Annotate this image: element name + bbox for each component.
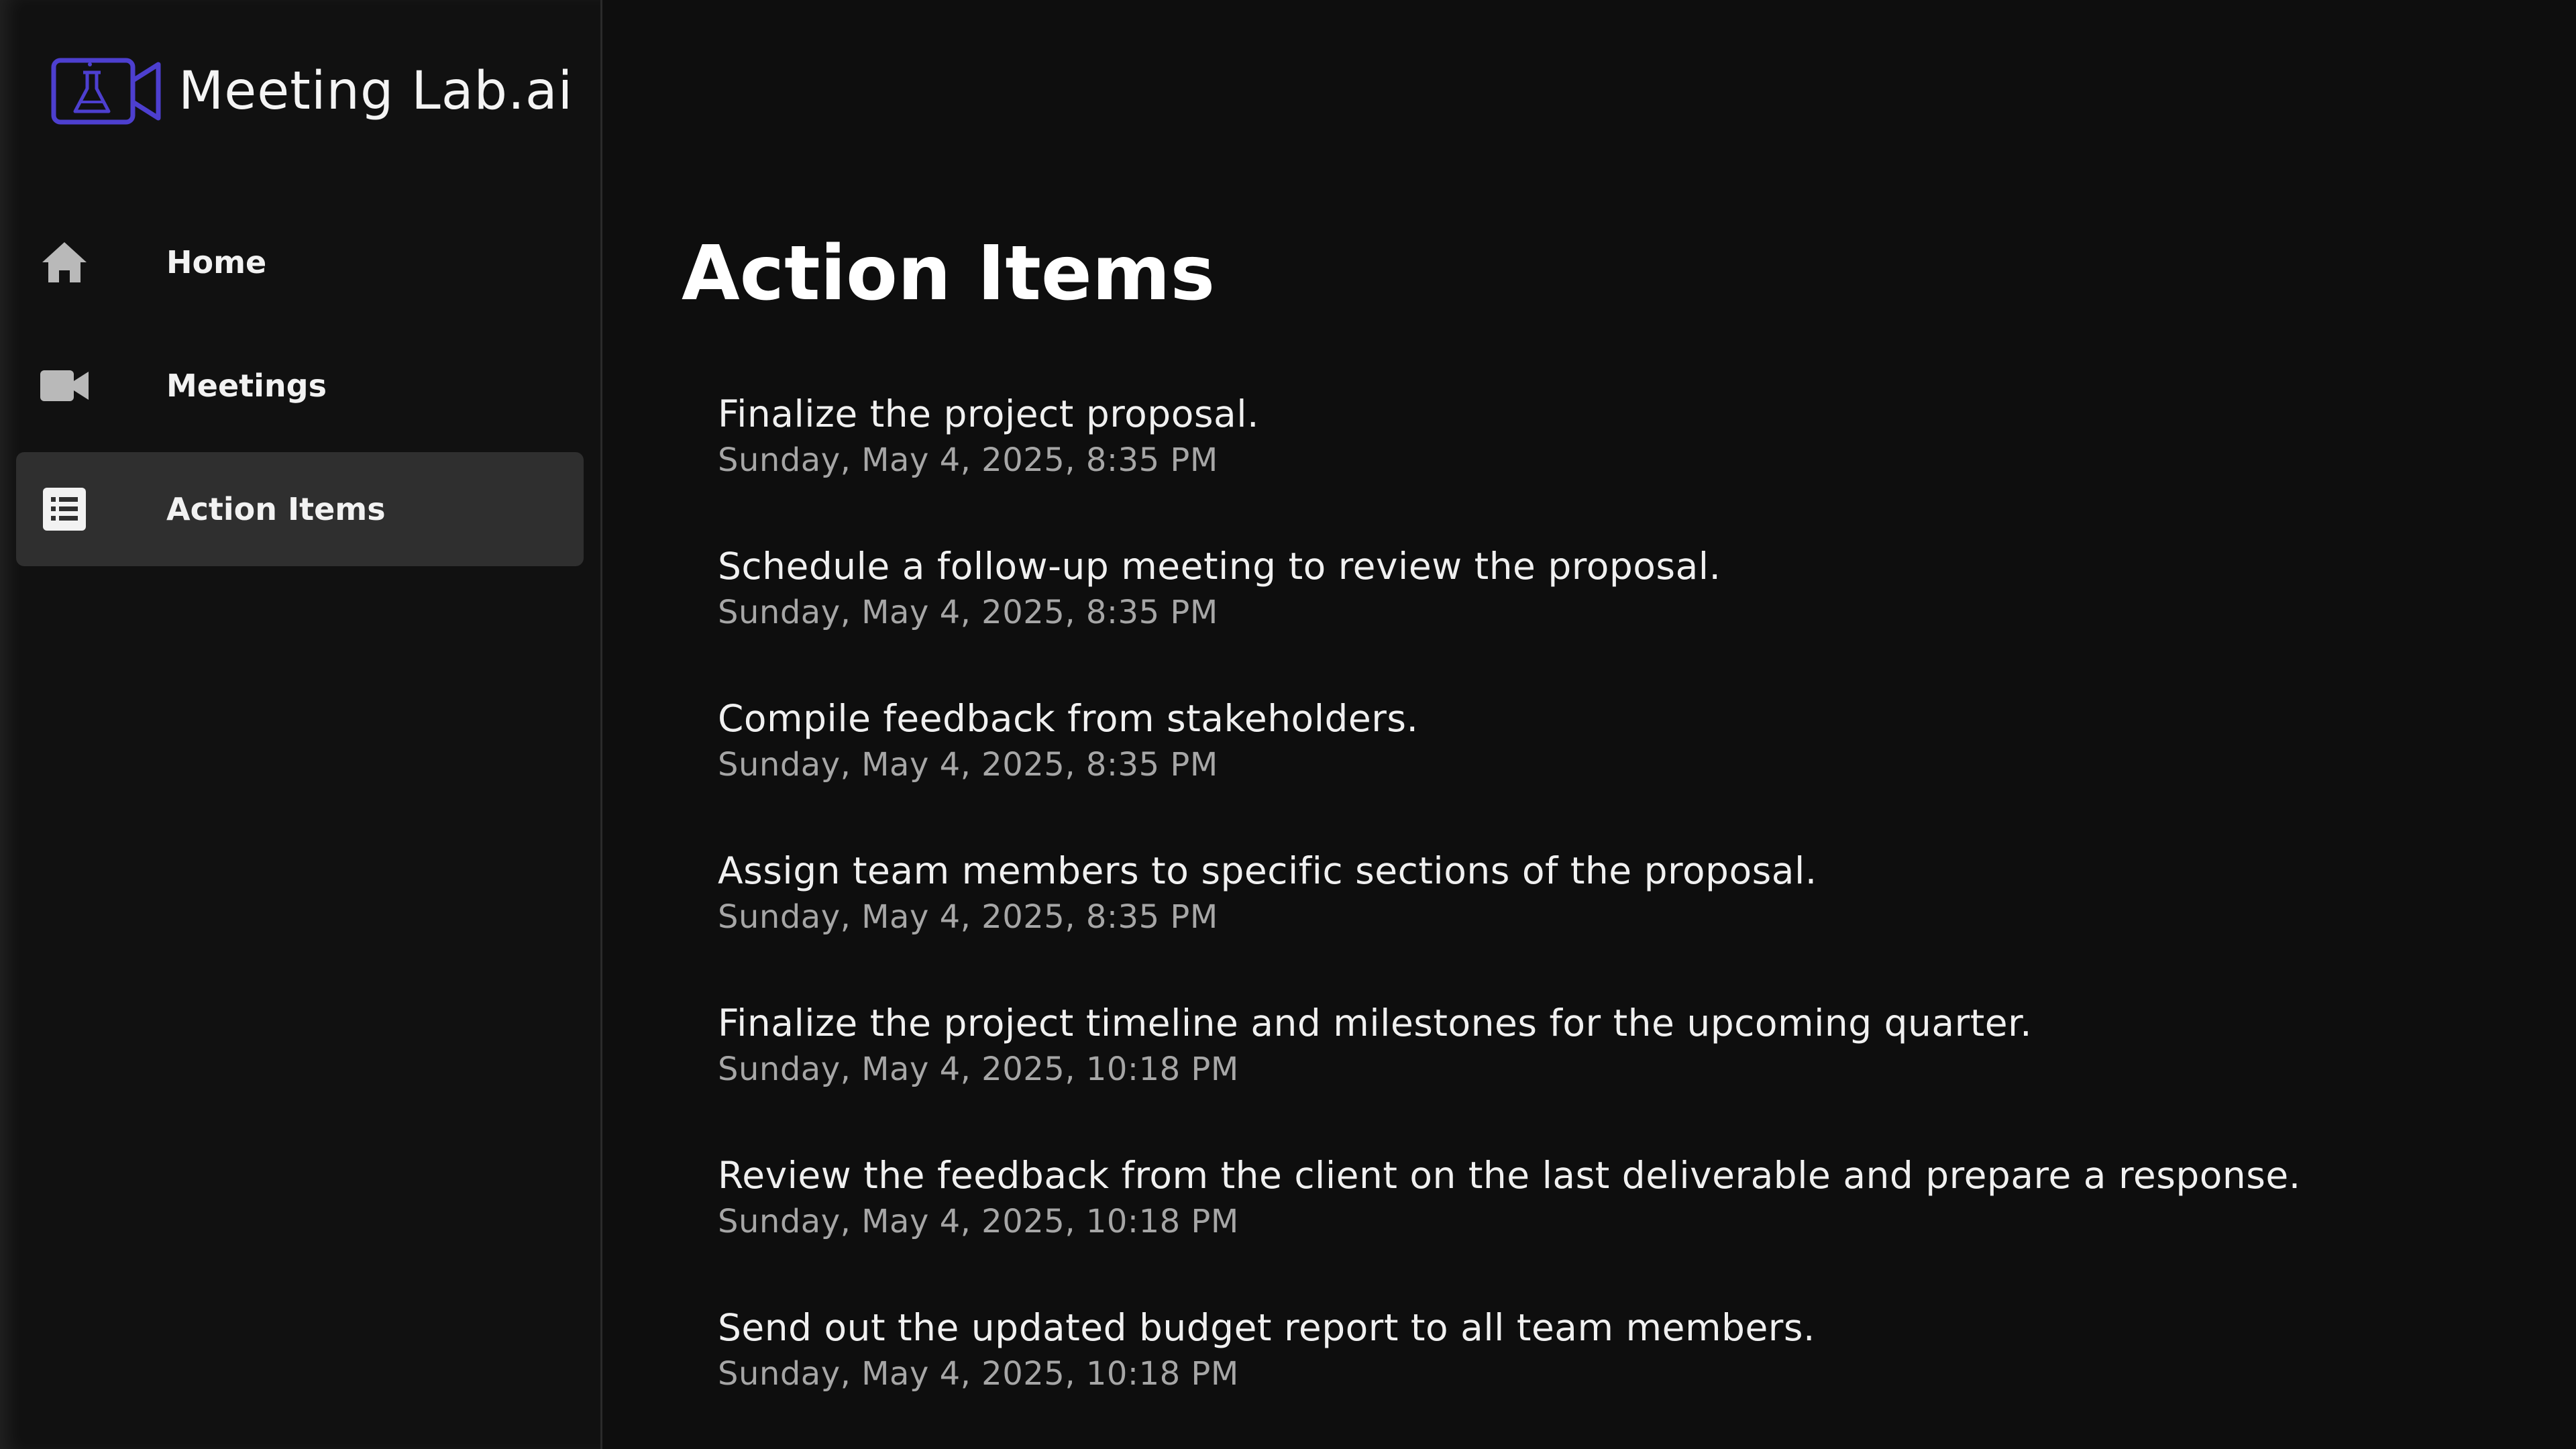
list-item[interactable]: [718, 1152, 2529, 1304]
action-items-list: [718, 390, 2529, 1449]
action-item-date: Sunday, May 4, 2025, 10:18 PM: [718, 1203, 1239, 1240]
action-item-text: Assign team members to specific sections of the proposal.: [718, 849, 1817, 892]
action-item-text: Compile feedback from stakeholders.: [718, 697, 1419, 740]
home-icon: [40, 238, 89, 286]
list-item[interactable]: [718, 1000, 2529, 1152]
list-icon: [40, 485, 89, 533]
list-item[interactable]: [718, 847, 2529, 1000]
video-camera-icon: [40, 362, 89, 410]
list-item[interactable]: [718, 1304, 2529, 1449]
sidebar: [0, 0, 602, 1449]
sidebar-item-label: Meetings: [166, 368, 327, 404]
sidebar-item-home[interactable]: [16, 205, 584, 319]
action-item-text: Review the feedback from the client on the last deliverable and prepare a response.: [718, 1154, 2301, 1197]
brand[interactable]: [50, 51, 573, 131]
list-item[interactable]: [718, 695, 2529, 847]
sidebar-item-label: Action Items: [166, 491, 386, 527]
action-item-text: Finalize the project proposal.: [718, 392, 1259, 435]
action-item-date: Sunday, May 4, 2025, 8:35 PM: [718, 746, 1218, 784]
page-title: Action Items: [682, 230, 1216, 317]
action-item-text: Send out the updated budget report to all team members.: [718, 1306, 1816, 1349]
sidebar-item-action-items[interactable]: [16, 452, 584, 566]
action-item-date: Sunday, May 4, 2025, 8:35 PM: [718, 898, 1218, 936]
action-item-text: Finalize the project timeline and milestones for the upcoming quarter.: [718, 1002, 2033, 1044]
sidebar-item-meetings[interactable]: [16, 329, 584, 443]
brand-name: Meeting Lab.ai: [178, 61, 574, 121]
action-item-date: Sunday, May 4, 2025, 8:35 PM: [718, 594, 1218, 631]
list-item[interactable]: [718, 390, 2529, 543]
action-item-text: Schedule a follow-up meeting to review the proposal.: [718, 545, 1721, 588]
main-content: [604, 0, 2576, 1449]
action-item-date: Sunday, May 4, 2025, 10:18 PM: [718, 1051, 1239, 1088]
action-item-date: Sunday, May 4, 2025, 8:35 PM: [718, 441, 1218, 479]
sidebar-item-label: Home: [166, 244, 267, 280]
sidebar-nav: [16, 205, 584, 576]
list-item[interactable]: [718, 543, 2529, 695]
action-item-date: Sunday, May 4, 2025, 10:18 PM: [718, 1355, 1239, 1393]
meeting-lab-logo-icon: [50, 51, 164, 131]
